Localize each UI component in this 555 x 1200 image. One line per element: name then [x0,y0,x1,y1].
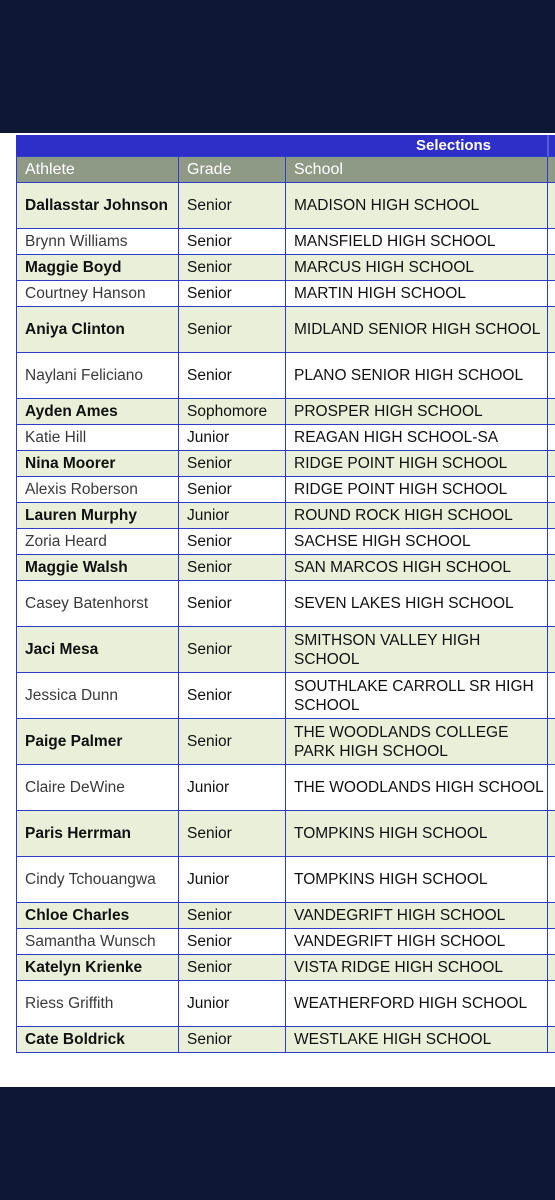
table-row [17,425,555,451]
school-cell: RIDGE POINT HIGH SCHOOL [286,451,548,477]
school-cell: WEATHERFORD HIGH SCHOOL [286,981,548,1027]
athlete-cell: Samantha Wunsch [17,929,179,955]
table-row [17,229,555,255]
edge-cell [548,255,555,281]
edge-cell [548,1027,555,1053]
table-row [17,307,555,353]
column-header-edge [548,157,555,183]
selections-header [16,135,555,156]
selections-title: Selections [416,137,492,154]
table-row [17,811,555,857]
school-cell: PROSPER HIGH SCHOOL [286,399,548,425]
grade-cell: Junior [179,765,286,811]
athlete-cell: Jaci Mesa [17,627,179,673]
edge-cell [548,719,555,765]
athlete-cell: Ayden Ames [17,399,179,425]
grade-cell: Senior [179,353,286,399]
school-cell: THE WOODLANDS HIGH SCHOOL [286,765,548,811]
edge-cell [548,229,555,255]
athlete-cell: Courtney Hanson [17,281,179,307]
edge-cell [548,529,555,555]
athlete-cell: Katelyn Krienke [17,955,179,981]
table-row [17,673,555,719]
table-row [17,765,555,811]
table-row [17,529,555,555]
table-row [17,627,555,673]
table-row [17,981,555,1027]
column-header-school: School [286,157,548,183]
grade-cell: Senior [179,1027,286,1053]
school-cell: MARCUS HIGH SCHOOL [286,255,548,281]
grade-cell: Senior [179,581,286,627]
athlete-cell: Casey Batenhorst [17,581,179,627]
school-cell: THE WOODLANDS COLLEGE PARK HIGH SCHOOL [286,719,548,765]
school-cell: SAN MARCOS HIGH SCHOOL [286,555,548,581]
athlete-cell: Riess Griffith [17,981,179,1027]
table-body [17,183,555,1053]
table-row [17,857,555,903]
grade-cell: Senior [179,183,286,229]
column-header-grade: Grade [179,157,286,183]
athlete-cell: Lauren Murphy [17,503,179,529]
edge-cell [548,183,555,229]
athlete-cell: Paris Herrman [17,811,179,857]
edge-cell [548,281,555,307]
athlete-cell: Maggie Boyd [17,255,179,281]
edge-cell [548,503,555,529]
table-row [17,555,555,581]
athlete-cell: Cate Boldrick [17,1027,179,1053]
school-cell: MADISON HIGH SCHOOL [286,183,548,229]
grade-cell: Junior [179,503,286,529]
athlete-cell: Claire DeWine [17,765,179,811]
grade-cell: Senior [179,281,286,307]
school-cell: WESTLAKE HIGH SCHOOL [286,1027,548,1053]
bottom-dark-band [0,1087,555,1200]
athlete-cell: Jessica Dunn [17,673,179,719]
edge-cell [548,929,555,955]
grade-cell: Senior [179,555,286,581]
edge-cell [548,811,555,857]
grade-cell: Junior [179,981,286,1027]
athlete-cell: Aniya Clinton [17,307,179,353]
school-cell: VANDEGRIFT HIGH SCHOOL [286,903,548,929]
school-cell: SACHSE HIGH SCHOOL [286,529,548,555]
document-page [0,133,555,1087]
edge-cell [548,477,555,503]
edge-cell [548,627,555,673]
school-cell: SMITHSON VALLEY HIGH SCHOOL [286,627,548,673]
athlete-cell: Chloe Charles [17,903,179,929]
table-row [17,183,555,229]
grade-cell: Junior [179,857,286,903]
grade-cell: Senior [179,673,286,719]
edge-cell [548,581,555,627]
grade-cell: Senior [179,477,286,503]
table-row [17,353,555,399]
table-row [17,719,555,765]
edge-cell [548,425,555,451]
grade-cell: Senior [179,811,286,857]
grade-cell: Senior [179,529,286,555]
grade-cell: Sophomore [179,399,286,425]
column-header-athlete: Athlete [17,157,179,183]
edge-cell [548,353,555,399]
grade-cell: Senior [179,719,286,765]
table-row [17,399,555,425]
table-row [17,477,555,503]
edge-cell [548,555,555,581]
top-dark-band [0,0,555,133]
athlete-cell: Zoria Heard [17,529,179,555]
school-cell: SOUTHLAKE CARROLL SR HIGH SCHOOL [286,673,548,719]
table-row [17,503,555,529]
edge-cell [548,903,555,929]
grade-cell: Senior [179,255,286,281]
athlete-cell: Nina Moorer [17,451,179,477]
edge-cell [548,857,555,903]
grade-cell: Senior [179,627,286,673]
school-cell: VANDEGRIFT HIGH SCHOOL [286,929,548,955]
table-row [17,281,555,307]
edge-cell [548,955,555,981]
school-cell: TOMPKINS HIGH SCHOOL [286,811,548,857]
school-cell: VISTA RIDGE HIGH SCHOOL [286,955,548,981]
edge-cell [548,765,555,811]
selections-table [16,135,555,1053]
school-cell: SEVEN LAKES HIGH SCHOOL [286,581,548,627]
school-cell: RIDGE POINT HIGH SCHOOL [286,477,548,503]
grade-cell: Junior [179,425,286,451]
table-row [17,451,555,477]
table-row [17,1027,555,1053]
grade-cell: Senior [179,903,286,929]
athlete-cell: Maggie Walsh [17,555,179,581]
school-cell: MANSFIELD HIGH SCHOOL [286,229,548,255]
edge-cell [548,451,555,477]
table-row [17,255,555,281]
athlete-cell: Alexis Roberson [17,477,179,503]
athlete-cell: Brynn Williams [17,229,179,255]
table-row [17,581,555,627]
school-cell: PLANO SENIOR HIGH SCHOOL [286,353,548,399]
table-row [17,929,555,955]
grade-cell: Senior [179,451,286,477]
school-cell: MIDLAND SENIOR HIGH SCHOOL [286,307,548,353]
athlete-cell: Naylani Feliciano [17,353,179,399]
table-row [17,903,555,929]
athlete-cell: Dallasstar Johnson [17,183,179,229]
edge-cell [548,673,555,719]
header-divider [547,135,549,156]
athlete-cell: Paige Palmer [17,719,179,765]
grade-cell: Senior [179,955,286,981]
edge-cell [548,399,555,425]
athlete-table [16,156,555,1053]
table-row [17,955,555,981]
school-cell: ROUND ROCK HIGH SCHOOL [286,503,548,529]
grade-cell: Senior [179,229,286,255]
school-cell: REAGAN HIGH SCHOOL-SA [286,425,548,451]
athlete-cell: Cindy Tchouangwa [17,857,179,903]
column-header-row [17,157,555,183]
school-cell: TOMPKINS HIGH SCHOOL [286,857,548,903]
grade-cell: Senior [179,307,286,353]
athlete-cell: Katie Hill [17,425,179,451]
edge-cell [548,981,555,1027]
grade-cell: Senior [179,929,286,955]
school-cell: MARTIN HIGH SCHOOL [286,281,548,307]
edge-cell [548,307,555,353]
